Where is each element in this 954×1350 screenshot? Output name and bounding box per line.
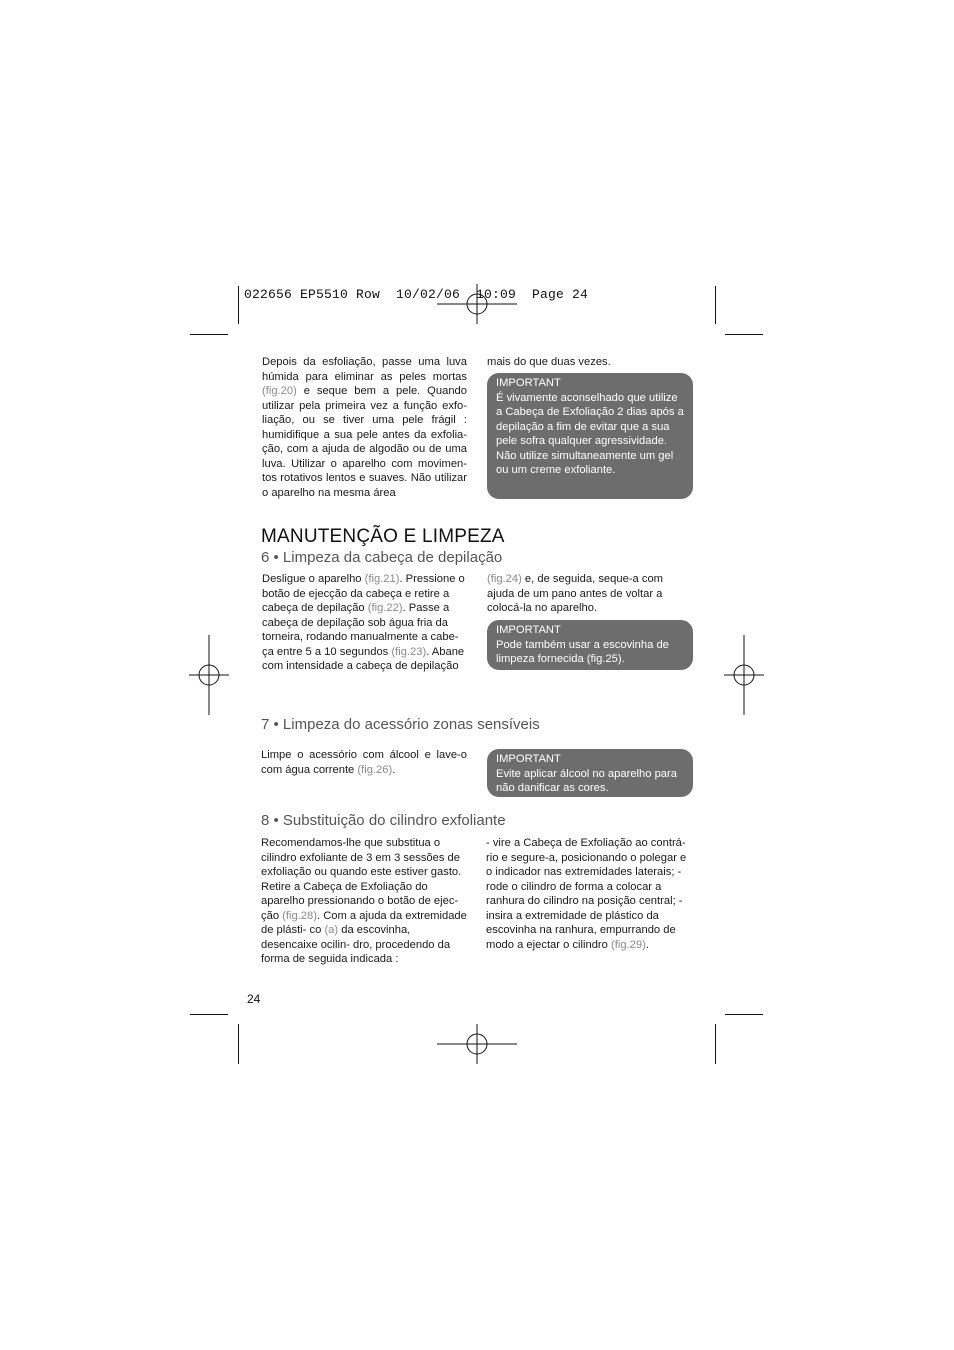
page-number: 24 <box>247 992 261 1006</box>
important-box <box>487 373 693 499</box>
crop-mark <box>190 334 228 335</box>
section7-heading: 7 • Limpeza do acessório zonas sensíveis <box>261 716 540 733</box>
fig-ref: (a) <box>324 924 339 936</box>
fig-ref: (fig.20) <box>262 385 297 397</box>
section8-heading: 8 • Substituição do cilindro exfoliante <box>261 812 506 829</box>
main-heading: MANUTENÇÃO E LIMPEZA <box>261 526 505 547</box>
crop-mark <box>725 334 763 335</box>
fig-ref: (fig.23) <box>391 645 427 658</box>
print-slug: 022656 EP5510 Row 10/02/06 10:09 Page 24 <box>244 287 589 302</box>
fig-ref: (fig.22) <box>367 602 403 614</box>
text: . Abane com intensidade a cabeça de depilação <box>262 645 465 672</box>
registration-mark-left <box>189 635 229 715</box>
important-text: É vivamente aconselhado que utilize a Cabeça de Exfoliação 2 dias após a depilação a fim de evitar que a sua pele sofra qualquer agressividade. Não utilize simultaneamente um gel ou um creme exfoliante. <box>496 391 684 476</box>
text: Limpe o acessório com álcool e lave-o com água corrente <box>261 749 467 776</box>
registration-mark-right <box>724 635 764 715</box>
important-label: IMPORTANT <box>496 753 561 765</box>
crop-mark <box>238 286 239 324</box>
text: Recomendamos-lhe que substitua o cilindro exfoliante de 3 em 3 sessões de exfoliação ou quando este estiver gasto. Retire a Cabeça de Exfoliação do aparelho pressionando o botão de ejec- ção <box>261 837 462 922</box>
text: - vire a Cabeça de Exfoliação ao contrá- rio e segure-a, posicionando o polegar e o indicador nas extremidades laterais; - rode o cilindro de forma a colocar a ranhura do cilindro na posição central; - insira a extremidade de plástico da escovinha na ranhura, empurrando de modo a ejectar o cilindro <box>486 837 687 951</box>
intro-left-column <box>262 355 467 500</box>
section8-left-column <box>261 836 468 967</box>
fig-ref: (fig.21) <box>364 573 400 585</box>
text: . Passe a cabeça de depilação sob água fria da torneira, rodando manualmente a cabe- ça entre 5 a 10 segundos <box>262 602 459 658</box>
fig-ref: (fig.28) <box>282 909 317 922</box>
registration-mark-bottom <box>437 1024 517 1064</box>
section7-left-column <box>261 748 467 777</box>
crop-mark <box>238 1024 239 1064</box>
fig-ref: (fig.29) <box>611 938 646 951</box>
text: Desligue o aparelho <box>262 573 365 585</box>
intro-right-text: mais do que duas vezes. <box>487 356 611 368</box>
important-box <box>487 749 693 797</box>
important-text: Evite aplicar álcool no aparelho para não danificar as cores. <box>496 767 677 794</box>
text: e, de seguida, seque-a com ajuda de um pano antes de voltar a colocá-la no aparelho. <box>487 573 664 614</box>
section6-heading: 6 • Limpeza da cabeça de depilação <box>261 549 503 566</box>
fig-ref: (fig.24) <box>487 573 522 585</box>
crop-mark <box>715 286 716 324</box>
text: . <box>392 763 396 776</box>
text: . Pressione o botão de ejecção da cabeça e retire a cabeça de depilação <box>262 573 465 614</box>
fig-ref: (fig.26) <box>357 763 393 776</box>
important-box <box>487 620 693 670</box>
crop-mark <box>190 1014 228 1015</box>
crop-mark <box>715 1024 716 1064</box>
important-text: Pode também usar a escovinha de limpeza fornecida (fig.25). <box>496 638 669 665</box>
crop-mark <box>725 1014 763 1015</box>
intro-text-a: Depois da esfoliação, passe uma luva húmida para eliminar as peles mortas <box>262 356 467 383</box>
section8-right-column <box>486 836 693 952</box>
text: . <box>645 938 649 951</box>
text: da escovinha, desencaixe ocilin- dro, procedendo da forma de seguida indicada : <box>261 924 451 965</box>
text: . Com a ajuda da extremidade de plásti- co <box>261 909 467 936</box>
important-label: IMPORTANT <box>496 377 561 389</box>
section6-right-column <box>487 572 687 616</box>
important-label: IMPORTANT <box>496 624 561 636</box>
section6-left-column <box>262 572 467 674</box>
intro-text-b: e seque bem a pele. Quando utilizar pela primeira vez a função exfo- liação, ou se tiver uma pele frágil : humidifique a sua pele antes da exfolia- ção, com a ajuda de algodão ou de uma luva. Utilizar o aparelho com movimen- tos rotativos lentos e suaves. Não utilizar o aparelho na mesma área <box>262 385 467 499</box>
